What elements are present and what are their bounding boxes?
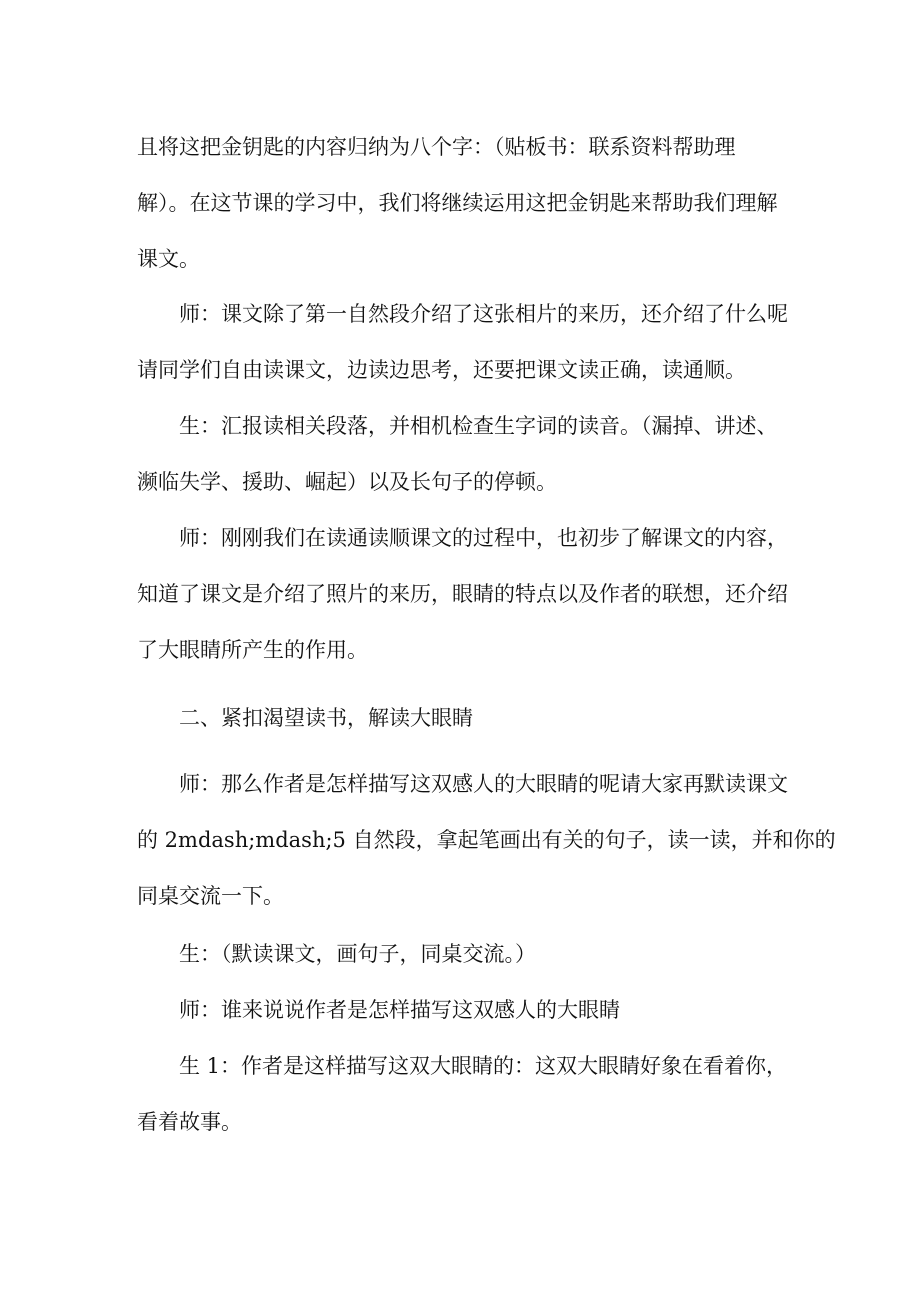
text-line: 解）。在这节课的学习中，我们将继续运用这把金钥匙来帮助我们理解 <box>137 191 778 215</box>
text-line: 生：（默读课文，画句子，同桌交流。） <box>179 942 536 966</box>
text-line: 了大眼睛所产生的作用。 <box>137 638 368 662</box>
text-line: 的 2mdash;mdash;5 自然段，拿起笔画出有关的句子，读一读，并和你的 <box>137 828 836 852</box>
text-line: 师：谁来说说作者是怎样描写这双感人的大眼睛 <box>179 998 620 1022</box>
text-line: 师：课文除了第一自然段介绍了这张相片的来历，还介绍了什么呢 <box>179 302 788 326</box>
text-line: 师：刚刚我们在读通读顺课文的过程中，也初步了解课文的内容， <box>179 526 788 550</box>
text-line: 课文。 <box>137 247 200 271</box>
text-line: 请同学们自由读课文，边读边思考，还要把课文读正确，读通顺。 <box>137 358 746 382</box>
text-line: 师：那么作者是怎样描写这双感人的大眼睛的呢请大家再默读课文 <box>179 772 788 796</box>
section-heading: 二、紧扣渴望读书，解读大眼睛 <box>179 706 473 730</box>
text-line: 知道了课文是介绍了照片的来历，眼睛的特点以及作者的联想，还介绍 <box>137 582 788 606</box>
text-line: 濒临失学、援助、崛起）以及长句子的停顿。 <box>137 470 557 494</box>
text-line: 生：汇报读相关段落，并相机检查生字词的读音。（漏掉、讲述、 <box>179 414 778 438</box>
text-line: 同桌交流一下。 <box>137 884 284 908</box>
text-line: 生 1：作者是这样描写这双大眼睛的：这双大眼睛好象在看着你， <box>179 1054 788 1078</box>
text-line: 看着故事。 <box>137 1110 242 1134</box>
text-line: 且将这把金钥匙的内容归纳为八个字：（贴板书：联系资料帮助理 <box>137 135 736 159</box>
